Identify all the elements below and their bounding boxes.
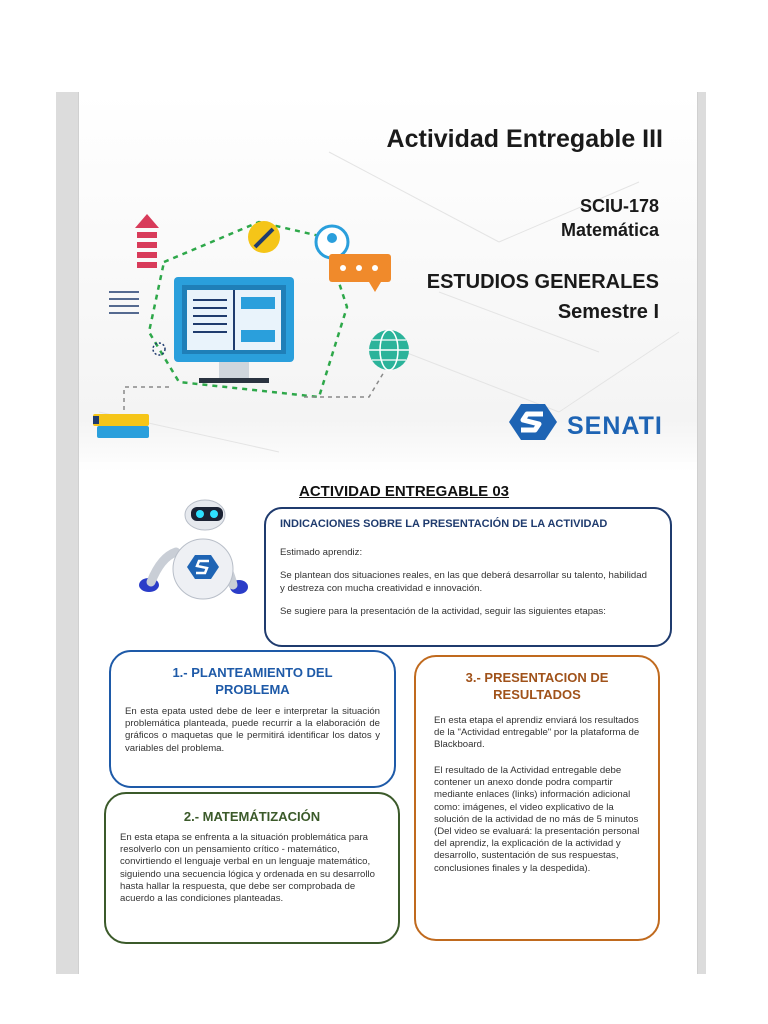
books-icon <box>93 414 149 438</box>
stage-1-card <box>109 650 396 788</box>
instructions-bubble <box>264 507 672 647</box>
globe-icon <box>369 330 409 370</box>
stage-1-title: 1.- PLANTEAMIENTO DEL PROBLEMA <box>172 665 333 697</box>
program-name: ESTUDIOS GENERALES <box>426 271 659 293</box>
senati-logo-icon <box>507 402 559 442</box>
document-title: Actividad Entregable III <box>386 125 663 153</box>
intro-text: Se plantean dos situaciones reales, en las que deberá desarrollar su talento, habilidad y destreza con mucha creatividad e innovación. <box>280 570 647 594</box>
stage-2-text: En esta etapa se enfrenta a la situación problemática para resolverlo con un pensamiento crítico - matemático, convirtiendo el lenguaje verbal en un lenguaje matemático, siguiendo una secuencia lógica y ordenada en su desarrollo hasta hallar la respuesta, que debe ser comprobada de acuerdo a las condiciones planteadas. <box>120 832 375 905</box>
stage-2-title: 2.- MATEMÁTIZACIÓN <box>183 809 321 824</box>
suggestion-text: Se sugiere para la presentación de la actividad, seguir las siguientes etapas: <box>280 606 606 617</box>
stage-3-text-1: En esta etapa el aprendiz enviará los resultados de la "Actividad entregable" por la plataforma de Blackboard. <box>434 715 640 751</box>
course-code: SCIU-178 <box>579 196 659 216</box>
semester-label: Semestre I <box>557 301 659 323</box>
greeting-text: Estimado aprendiz: <box>280 547 363 558</box>
robot-icon <box>121 497 256 612</box>
stage-1-text: En esta epata usted debe de leer e interpretar la situación problemática planteada, puede recurrir a la elaboración de gráficos o maquetas que le permitirá identificar los datos y variables del problema. <box>125 706 380 754</box>
stage-3-text-2: El resultado de la Actividad entregable debe contener un anexo donde podra compartir mediante enlaces (links) información adicional como: imágenes, el video explicativo de la solución de la actividad de no más de 5 minutos (Del video se evaluará: la presentación personal del aprendiz, la explicación de la actividad y desarrollo, sustentación de sus respuestas, conclusiones finales y la despedida). <box>434 765 640 874</box>
brand-name: SENATI <box>567 412 663 440</box>
stage-3-title: 3.- PRESENTACION DE RESULTADOS <box>465 670 609 702</box>
activity-heading: ACTIVIDAD ENTREGABLE 03 <box>299 483 510 500</box>
instructions-title: INDICACIONES SOBRE LA PRESENTACIÓN DE LA ACTIVIDAD <box>280 518 608 530</box>
course-subject: Matemática <box>560 220 659 240</box>
pencil-icon <box>248 221 280 253</box>
stage-2-card <box>104 792 400 944</box>
document-page <box>78 92 698 974</box>
stage-3-card <box>414 655 660 941</box>
